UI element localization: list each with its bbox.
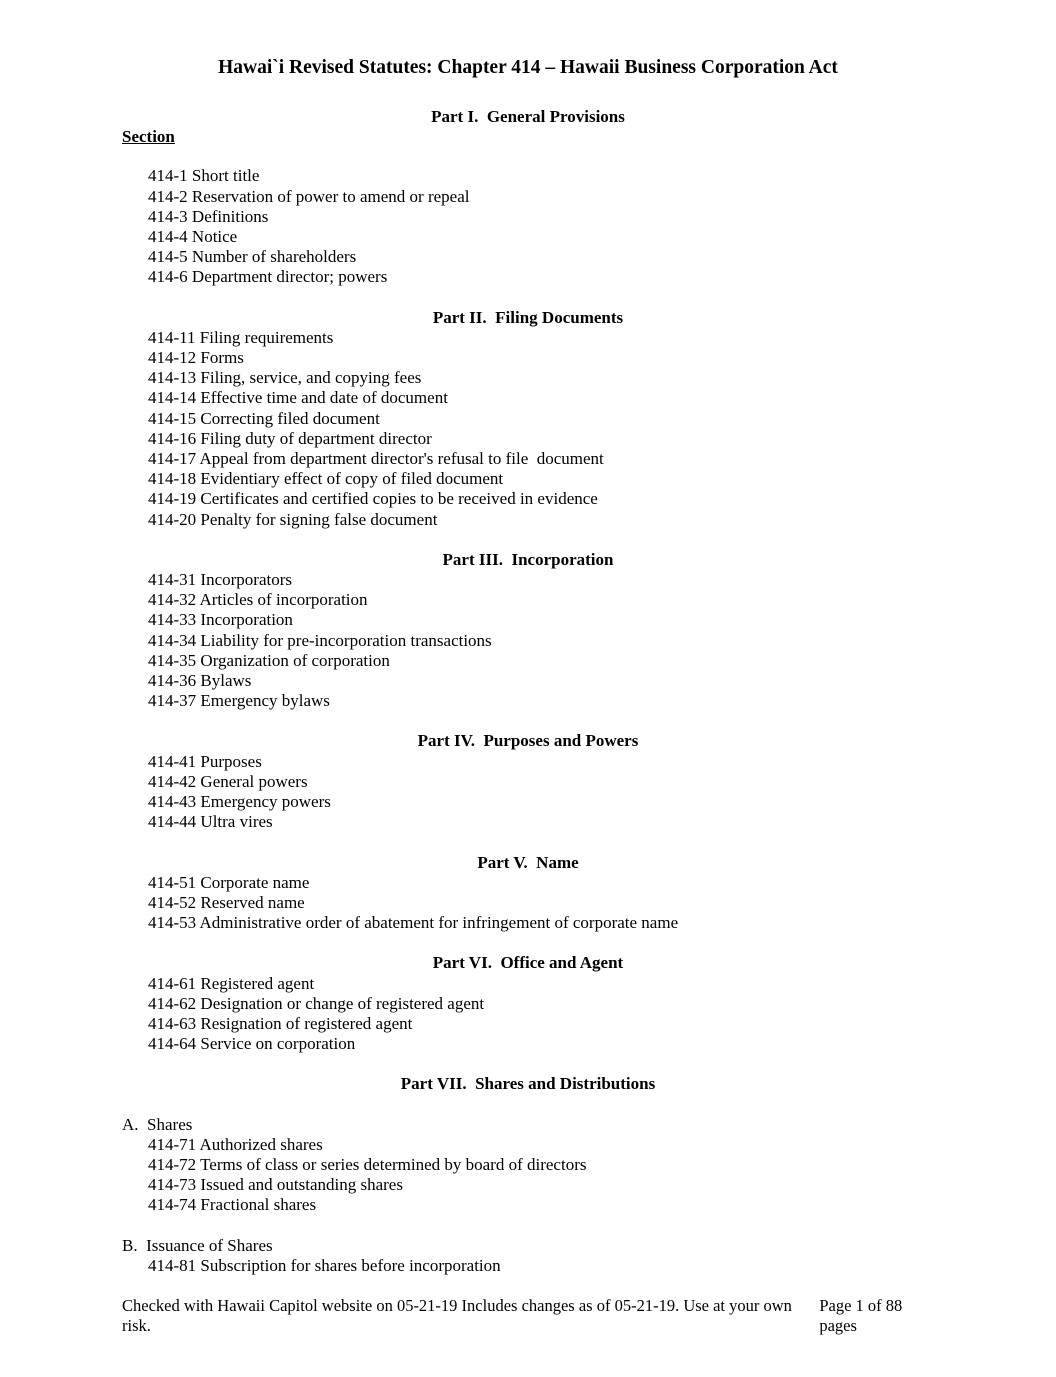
toc-entry: 414-35 Organization of corporation bbox=[148, 650, 390, 670]
toc-entry: 414-62 Designation or change of registered agent bbox=[148, 993, 485, 1013]
toc-entry: 414-33 Incorporation bbox=[148, 610, 293, 630]
toc-part bbox=[0, 953, 1056, 1054]
document-title: Hawai`i Revised Statutes: Chapter 414 – Hawaii Business Corporation Act bbox=[218, 57, 838, 78]
footer-page-indicator: Page 1 of 88 pages bbox=[819, 1295, 907, 1336]
part-heading: Part V. Name bbox=[477, 852, 579, 872]
toc-entry: 414-52 Reserved name bbox=[148, 892, 305, 912]
toc-entry: 414-17 Appeal from department director's refusal to file document bbox=[148, 449, 604, 469]
toc-entry: 414-11 Filing requirements bbox=[148, 327, 334, 347]
toc-entry: 414-53 Administrative order of abatement for infringement of corporate name bbox=[148, 913, 679, 933]
part-heading: Part III. Incorporation bbox=[442, 549, 614, 569]
toc-entry: 414-61 Registered agent bbox=[148, 973, 315, 993]
toc-entry: 414-72 Terms of class or series determined by board of directors bbox=[148, 1154, 587, 1174]
toc-part bbox=[0, 731, 1056, 832]
table-of-contents bbox=[0, 107, 1056, 1276]
toc-entry: 414-19 Certificates and certified copies to be received in evidence bbox=[148, 489, 598, 509]
toc-entry: 414-41 Purposes bbox=[148, 751, 262, 771]
toc-entry: 414-44 Ultra vires bbox=[148, 812, 273, 832]
toc-entry: 414-81 Subscription for shares before incorporation bbox=[148, 1255, 501, 1275]
toc-part bbox=[0, 550, 1056, 712]
toc-entry: 414-73 Issued and outstanding shares bbox=[148, 1175, 403, 1195]
section-column-label: Section bbox=[122, 127, 175, 147]
toc-entry: 414-63 Resignation of registered agent bbox=[148, 1013, 413, 1033]
toc-entry: 414-51 Corporate name bbox=[148, 872, 310, 892]
toc-entry: 414-12 Forms bbox=[148, 348, 244, 368]
toc-entry: 414-4 Notice bbox=[148, 227, 238, 247]
toc-entry: 414-31 Incorporators bbox=[148, 570, 292, 590]
group-label: B. Issuance of Shares bbox=[122, 1235, 273, 1255]
toc-entry: 414-16 Filing duty of department director bbox=[148, 428, 432, 448]
toc-entry: 414-5 Number of shareholders bbox=[148, 247, 357, 267]
toc-entry: 414-18 Evidentiary effect of copy of filed document bbox=[148, 469, 504, 489]
toc-entry: 414-74 Fractional shares bbox=[148, 1195, 317, 1215]
toc-entry: 414-71 Authorized shares bbox=[148, 1134, 323, 1154]
toc-entry: 414-13 Filing, service, and copying fees bbox=[148, 368, 422, 388]
toc-entry: 414-1 Short title bbox=[148, 166, 260, 186]
part-heading: Part IV. Purposes and Powers bbox=[417, 731, 639, 751]
toc-part bbox=[0, 308, 1056, 530]
toc-entry: 414-3 Definitions bbox=[148, 206, 269, 226]
toc-part bbox=[0, 1074, 1056, 1276]
toc-entry: 414-37 Emergency bylaws bbox=[148, 691, 330, 711]
toc-entry: 414-36 Bylaws bbox=[148, 671, 252, 691]
toc-group bbox=[0, 1236, 1056, 1276]
toc-entry: 414-20 Penalty for signing false document bbox=[148, 509, 438, 529]
toc-entry: 414-14 Effective time and date of document bbox=[148, 388, 448, 408]
part-heading: Part VI. Office and Agent bbox=[432, 953, 624, 973]
toc-entry: 414-34 Liability for pre-incorporation transactions bbox=[148, 630, 492, 650]
toc-entry: 414-6 Department director; powers bbox=[148, 267, 388, 287]
page-footer bbox=[122, 1296, 943, 1336]
toc-part bbox=[0, 853, 1056, 934]
toc-entry: 414-15 Correcting filed document bbox=[148, 408, 380, 428]
group-label: A. Shares bbox=[122, 1114, 193, 1134]
toc-entry: 414-32 Articles of incorporation bbox=[148, 590, 368, 610]
toc-part bbox=[0, 107, 1056, 288]
toc-entry: 414-43 Emergency powers bbox=[148, 792, 331, 812]
toc-entry: 414-42 General powers bbox=[148, 771, 308, 791]
toc-entry: 414-2 Reservation of power to amend or repeal bbox=[148, 186, 470, 206]
toc-entry: 414-64 Service on corporation bbox=[148, 1034, 356, 1054]
part-heading: Part VII. Shares and Distributions bbox=[400, 1074, 656, 1094]
toc-group bbox=[0, 1115, 1056, 1216]
part-heading: Part II. Filing Documents bbox=[432, 307, 624, 327]
footer-note: Checked with Hawaii Capitol website on 05-21-19 Includes changes as of 05-21-19. Use at your own risk. bbox=[122, 1295, 797, 1336]
part-heading: Part I. General Provisions bbox=[431, 107, 625, 126]
